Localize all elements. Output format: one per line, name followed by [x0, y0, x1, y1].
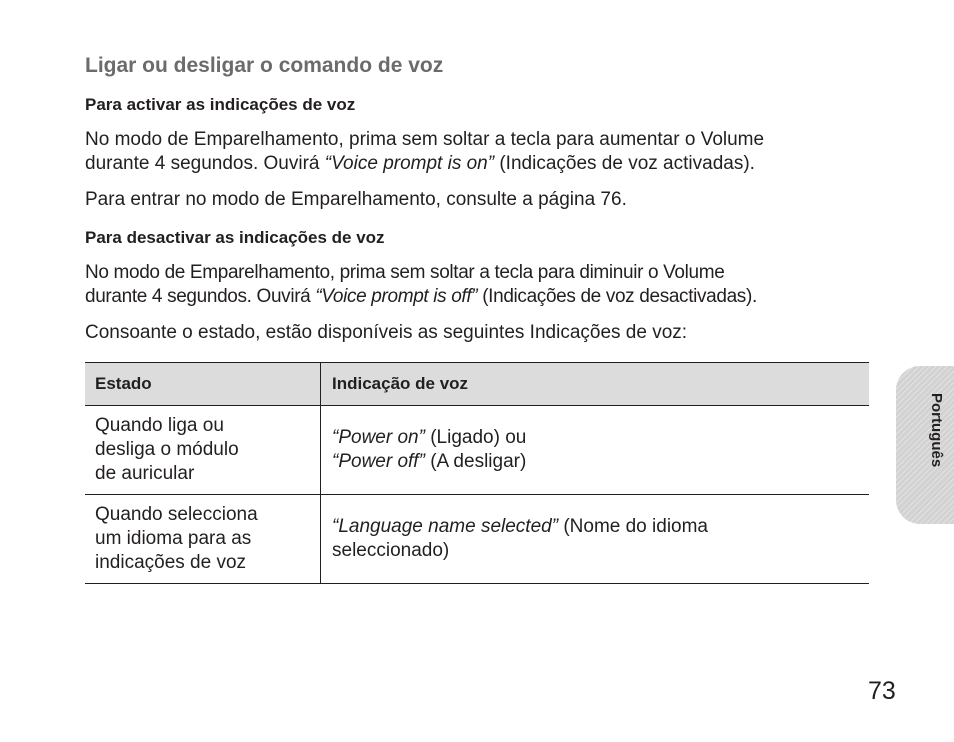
activate-line-2-text: durante 4 segundos. Ouvirá: [85, 153, 325, 174]
prompt-quote: “Language name selected”: [332, 516, 559, 537]
voice-prompts-table: [85, 362, 869, 584]
prompt-line: [332, 539, 859, 563]
state-line: indicações de voz: [95, 552, 247, 573]
table-intro: [85, 321, 875, 345]
prompt-line: [332, 515, 859, 539]
prompt-cell: [321, 495, 870, 584]
header-indicacao: Indicação de voz: [321, 363, 870, 406]
deactivate-line-1: No modo de Emparelhamento, prima sem soltar a tecla para diminuir o Volume: [85, 262, 725, 283]
state-line: um idioma para as: [95, 528, 252, 549]
page-number: 73: [868, 677, 896, 705]
table-row: [85, 495, 869, 584]
activate-line-2: [85, 152, 875, 176]
state-line: desliga o módulo: [95, 439, 239, 460]
deactivate-line-2: [85, 285, 875, 309]
activate-line-1: No modo de Emparelhamento, prima sem soltar a tecla para aumentar o Volume: [85, 129, 765, 150]
prompt-quote: “Power off”: [332, 451, 425, 472]
table-intro-text: Consoante o estado, estão disponíveis as seguintes Indicações de voz:: [85, 322, 688, 343]
state-cell: [85, 406, 321, 495]
pairing-reference: [85, 188, 875, 212]
prompt-text: seleccionado): [332, 540, 450, 561]
table-header-row: [85, 363, 869, 406]
activate-paragraph: [85, 128, 875, 176]
deactivate-line-2-text: durante 4 segundos. Ouvirá: [85, 286, 316, 307]
deactivate-heading: Para desactivar as indicações de voz: [85, 228, 385, 247]
section-title: Ligar ou desligar o comando de voz: [85, 54, 444, 77]
state-line: Quando liga ou: [95, 415, 224, 436]
voice-prompt-off-quote: “Voice prompt is off”: [315, 286, 478, 307]
activate-line-2-suffix: (Indicações de voz activadas).: [494, 153, 755, 174]
state-line: de auricular: [95, 463, 195, 484]
pairing-reference-text: Para entrar no modo de Emparelhamento, consulte a página 76.: [85, 189, 627, 210]
prompt-text: (Ligado) ou: [424, 427, 527, 448]
prompt-quote: “Power on”: [332, 427, 425, 448]
prompt-text: (A desligar): [424, 451, 527, 472]
table-row: [85, 406, 869, 495]
state-cell: [85, 495, 321, 584]
prompt-text: (Nome do idioma: [558, 516, 708, 537]
activate-heading: Para activar as indicações de voz: [85, 95, 356, 114]
header-estado: Estado: [85, 363, 321, 406]
prompt-line: [332, 426, 859, 450]
state-line: Quando selecciona: [95, 504, 258, 525]
prompt-line: [332, 450, 859, 474]
deactivate-paragraph: [85, 261, 875, 309]
voice-prompt-on-quote: “Voice prompt is on”: [324, 153, 495, 174]
prompt-cell: [321, 406, 870, 495]
deactivate-line-2-suffix: (Indicações de voz desactivadas).: [477, 286, 757, 307]
language-side-tab-label: Português: [928, 393, 945, 468]
